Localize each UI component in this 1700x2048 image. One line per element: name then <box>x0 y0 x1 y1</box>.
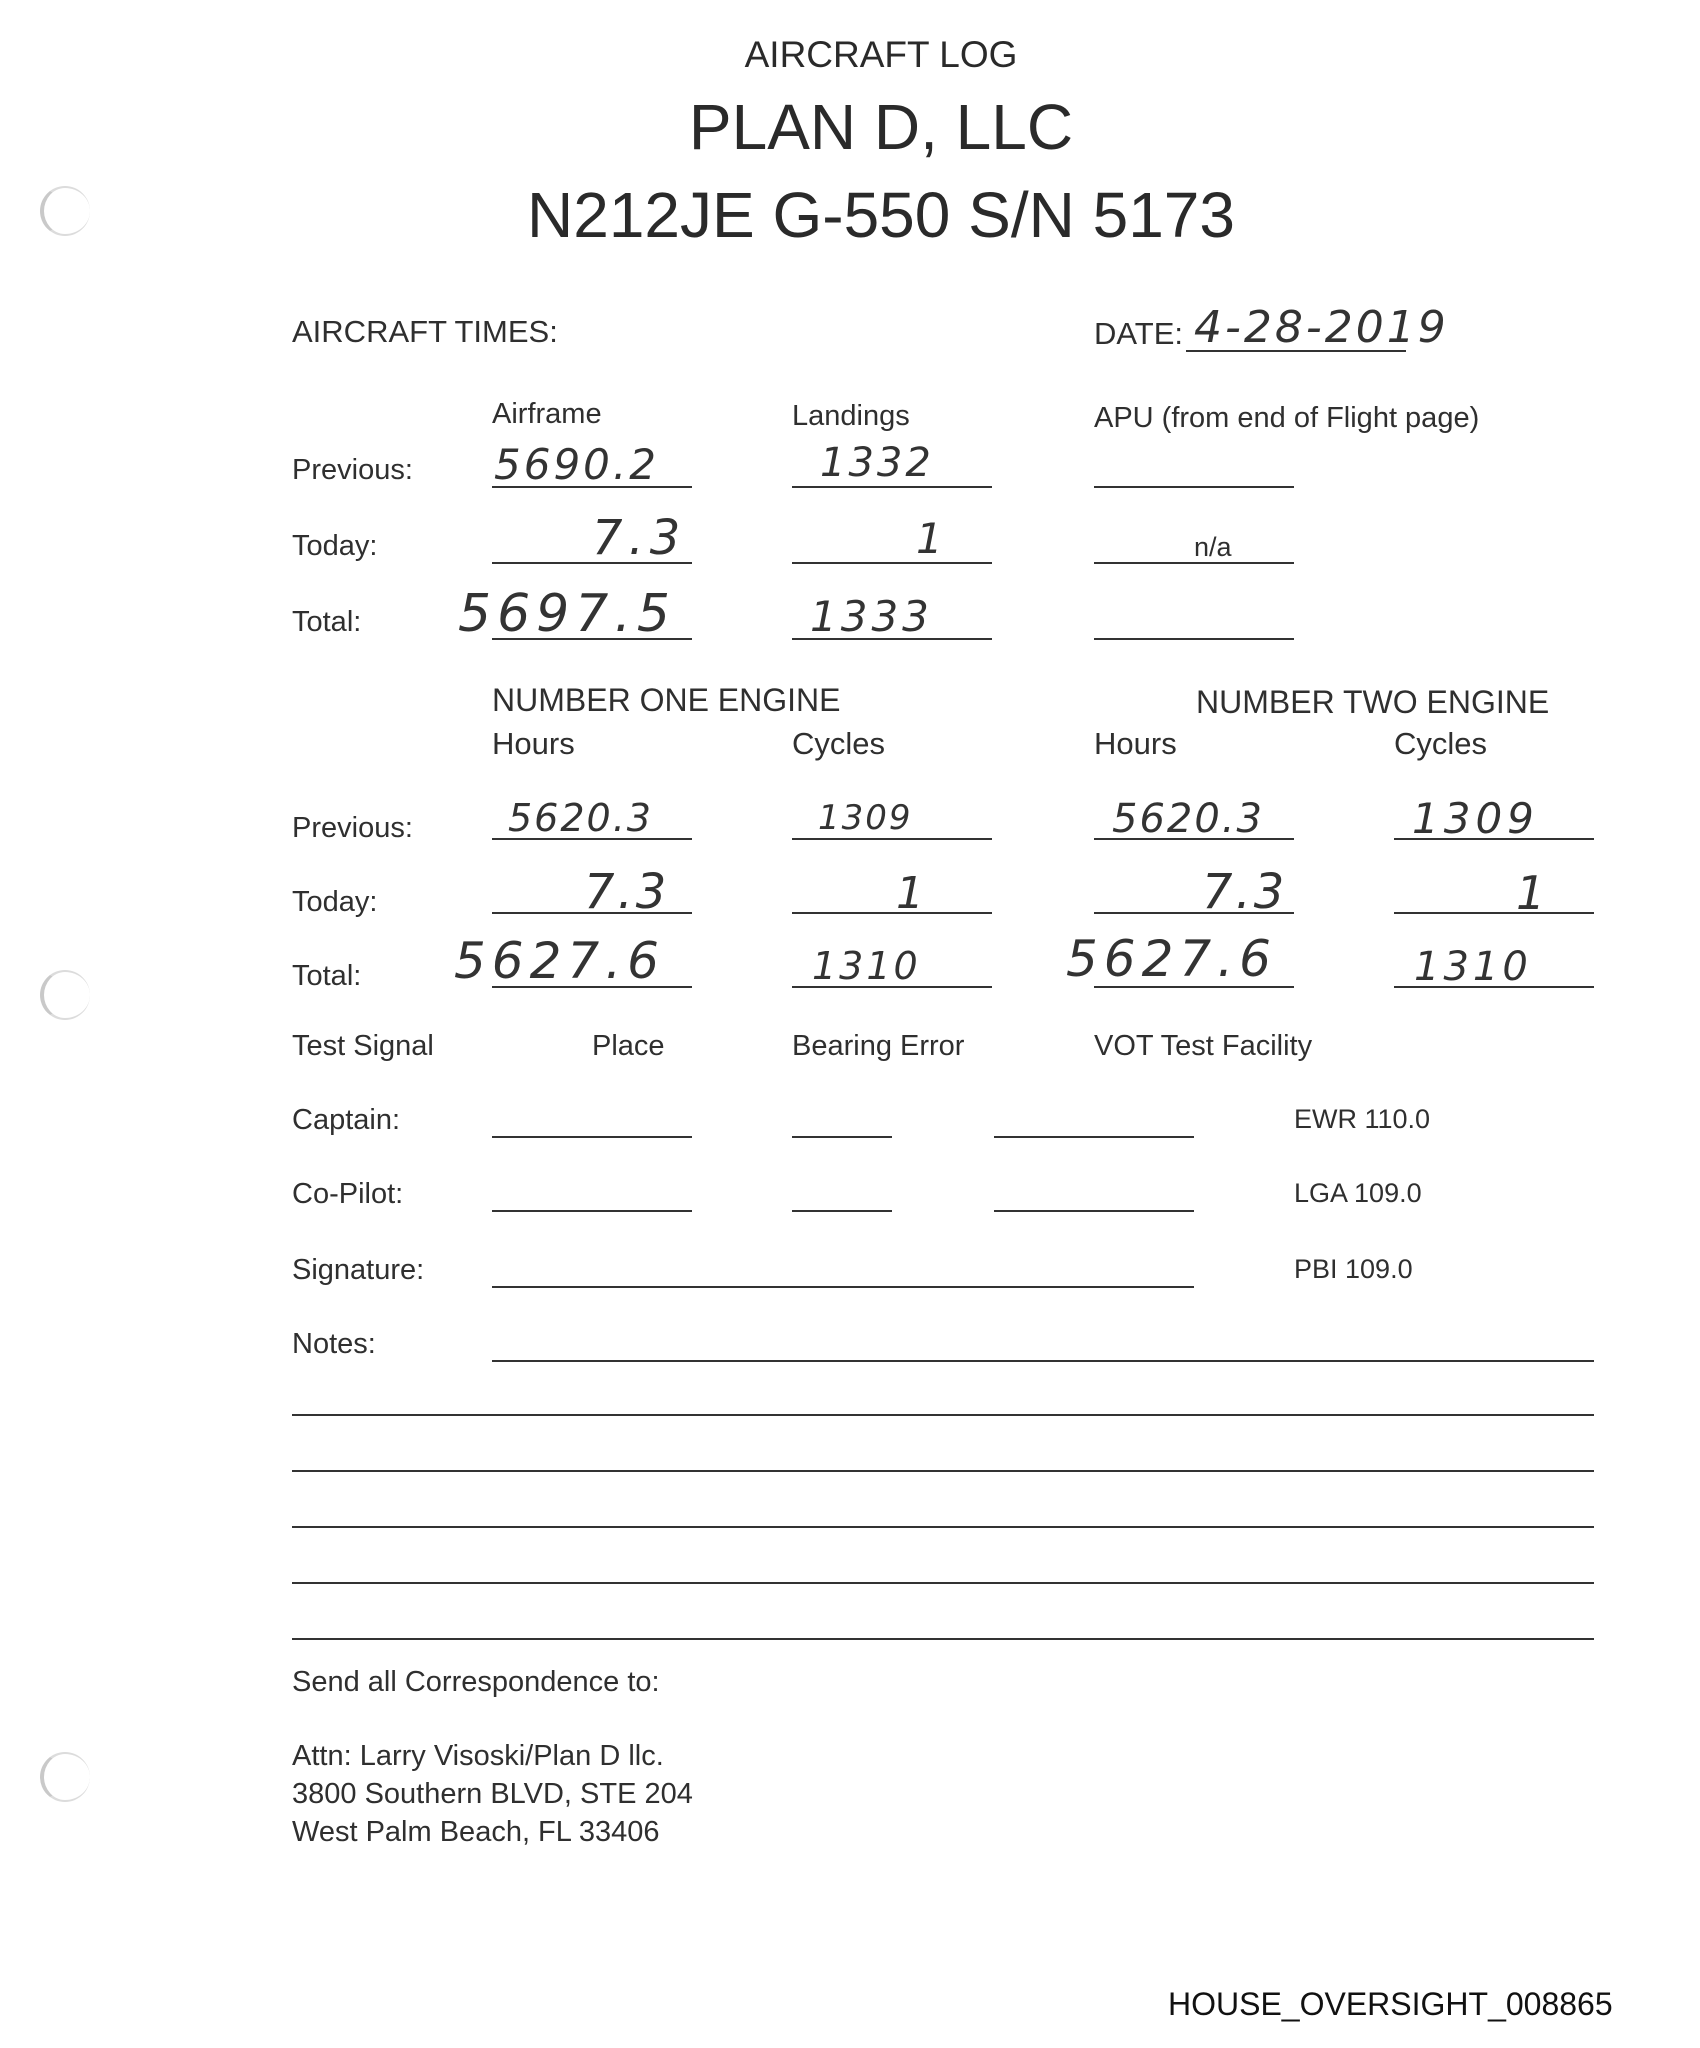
notes-line-4[interactable] <box>292 1526 1594 1528</box>
notes-line-5[interactable] <box>292 1582 1594 1584</box>
correspondence-heading: Send all Correspondence to: <box>292 1666 660 1698</box>
e1-cycles-previous-line <box>792 838 992 840</box>
engine-row-total-label: Total: <box>292 960 362 992</box>
captain-vot-field[interactable] <box>994 1136 1194 1138</box>
facility-pbi: PBI 109.0 <box>1294 1254 1413 1284</box>
airframe-today-value[interactable]: 7.3 <box>592 510 687 566</box>
notes-label: Notes: <box>292 1328 376 1360</box>
date-label: DATE: <box>1094 316 1183 351</box>
notes-line-1[interactable] <box>492 1360 1594 1362</box>
landings-today-line <box>792 562 992 564</box>
date-value[interactable]: 4-28-2019 <box>1194 302 1449 353</box>
landings-previous-line <box>792 486 992 488</box>
facility-lga: LGA 109.0 <box>1294 1178 1422 1208</box>
engine-row-today-label: Today: <box>292 886 378 918</box>
apu-today-value[interactable]: n/a <box>1194 532 1232 562</box>
vot-facility-label: VOT Test Facility <box>1094 1030 1313 1062</box>
e2-cycles-today-line <box>1394 912 1594 914</box>
e2-hours-today-value[interactable]: 7.3 <box>1202 864 1288 920</box>
row-today-label: Today: <box>292 530 378 562</box>
col-airframe: Airframe <box>492 398 602 430</box>
engine-two-hours-label: Hours <box>1094 726 1177 761</box>
e2-cycles-previous-value[interactable]: 1309 <box>1412 794 1539 843</box>
correspondence-street: 3800 Southern BLVD, STE 204 <box>292 1778 693 1810</box>
e1-cycles-total-value[interactable]: 1310 <box>812 944 921 988</box>
notes-line-2[interactable] <box>292 1414 1594 1416</box>
copilot-vot-field[interactable] <box>994 1210 1194 1212</box>
place-label: Place <box>592 1030 665 1062</box>
engine-two-title: NUMBER TWO ENGINE <box>1196 684 1550 720</box>
company-name: PLAN D, LLC <box>688 91 1074 163</box>
notes-line-3[interactable] <box>292 1470 1594 1472</box>
e1-hours-today-value[interactable]: 7.3 <box>584 864 670 920</box>
signature-label: Signature: <box>292 1254 425 1286</box>
bates-number: HOUSE_OVERSIGHT_008865 <box>1168 1986 1613 2022</box>
landings-today-value[interactable]: 1 <box>916 514 943 563</box>
e1-hours-total-value[interactable]: 5627.6 <box>454 932 665 990</box>
landings-previous-value[interactable]: 1332 <box>820 440 934 486</box>
aircraft-times-label: AIRCRAFT TIMES: <box>292 314 558 349</box>
correspondence-city: West Palm Beach, FL 33406 <box>292 1816 660 1848</box>
engine-one-cycles-label: Cycles <box>792 726 886 761</box>
captain-bearing-field[interactable] <box>792 1136 892 1138</box>
aircraft-identifier: N212JE G-550 S/N 5173 <box>527 179 1235 251</box>
e2-hours-previous-value[interactable]: 5620.3 <box>1112 796 1264 842</box>
facility-ewr: EWR 110.0 <box>1294 1104 1431 1134</box>
apu-total-line <box>1094 638 1294 640</box>
apu-previous-line <box>1094 486 1294 488</box>
engine-one-title: NUMBER ONE ENGINE <box>492 682 841 718</box>
bearing-error-label: Bearing Error <box>792 1030 965 1062</box>
airframe-total-value[interactable]: 5697.5 <box>458 584 676 644</box>
e1-cycles-today-line <box>792 912 992 914</box>
correspondence-attn: Attn: Larry Visoski/Plan D llc. <box>292 1740 664 1772</box>
e1-cycles-previous-value[interactable]: 1309 <box>818 798 913 838</box>
notes-line-6[interactable] <box>292 1638 1594 1640</box>
copilot-bearing-field[interactable] <box>792 1210 892 1212</box>
binder-hole-middle <box>40 970 90 1020</box>
e1-cycles-today-value[interactable]: 1 <box>896 868 924 919</box>
engine-two-cycles-label: Cycles <box>1394 726 1488 761</box>
engine-row-previous-label: Previous: <box>292 812 413 844</box>
landings-total-value[interactable]: 1333 <box>810 592 933 641</box>
captain-label: Captain: <box>292 1104 401 1136</box>
engine-one-hours-label: Hours <box>492 726 575 761</box>
copilot-place-field[interactable] <box>492 1210 692 1212</box>
form-title: AIRCRAFT LOG <box>744 34 1018 75</box>
signature-field[interactable] <box>492 1286 1194 1288</box>
e2-hours-total-value[interactable]: 5627.6 <box>1066 930 1277 988</box>
copilot-label: Co-Pilot: <box>292 1178 404 1210</box>
col-landings: Landings <box>792 400 910 432</box>
e1-hours-previous-value[interactable]: 5620.3 <box>508 796 653 840</box>
e2-cycles-today-value[interactable]: 1 <box>1516 866 1546 920</box>
row-previous-label: Previous: <box>292 454 413 486</box>
e2-cycles-total-value[interactable]: 1310 <box>1414 944 1532 990</box>
test-signal-label: Test Signal <box>292 1030 434 1062</box>
captain-place-field[interactable] <box>492 1136 692 1138</box>
col-apu: APU (from end of Flight page) <box>1094 402 1480 434</box>
binder-hole-bottom <box>40 1752 90 1802</box>
airframe-previous-value[interactable]: 5690.2 <box>494 440 659 489</box>
row-total-label: Total: <box>292 606 362 638</box>
